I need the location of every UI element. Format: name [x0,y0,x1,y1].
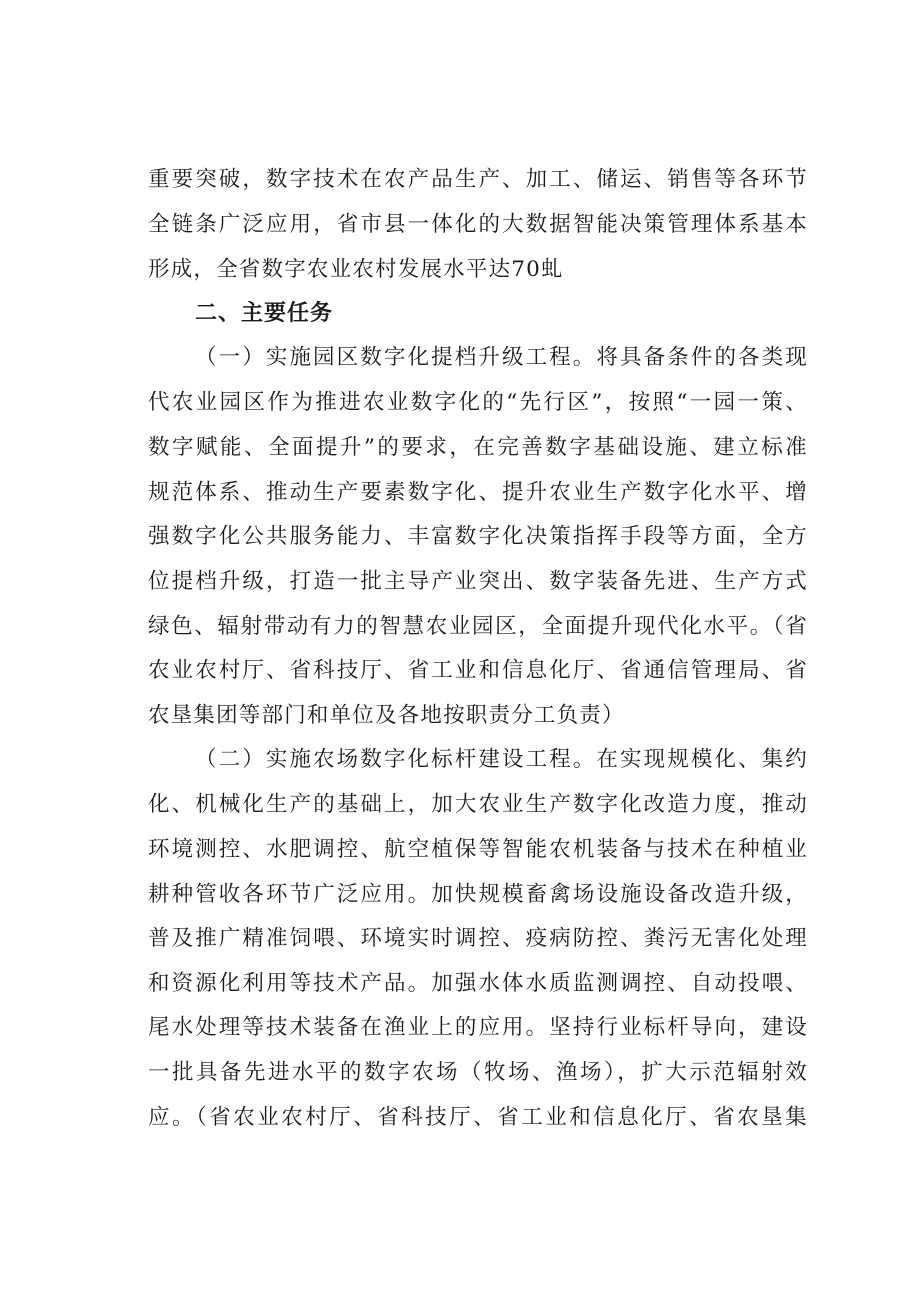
paragraph-1-line-5: 强数字化公共服务能力、丰富数字化决策指挥手段等方面，全方 [148,524,808,549]
paragraph-2-line-6: 和资源化利用等技术产品。加强水体水质监测调控、自动投喂、 [148,971,808,996]
section-heading: 二、主要任务 [195,301,334,326]
paragraph-1-line-6: 位提档升级，打造一批主导产业突出、数字装备先进、生产方式 [148,569,808,594]
paragraph-2-line-5: 普及推广精准饲喂、环境实时调控、疫病防控、粪污无害化处理 [148,926,808,951]
paragraph-1-line-7: 绿色、辐射带动有力的智慧农业园区，全面提升现代化水平。（省 [148,614,808,639]
paragraph-1-line-8: 农业农村厅、省科技厅、省工业和信息化厅、省通信管理局、省 [148,658,808,683]
paragraph-2-line-3: 环境测控、水肥调控、航空植保等智能农机装备与技术在种植业 [148,837,808,862]
paragraph-2-line-7: 尾水处理等技术装备在渔业上的应用。坚持行业标杆导向，建设 [148,1015,808,1040]
paragraph-2-line-1: （二）实施农场数字化标杆建设工程。在实现规模化、集约 [195,747,808,772]
paragraph-1-line-9: 农垦集团等部门和单位及各地按职责分工负责） [148,703,625,728]
paragraph-2-line-8: 一批具备先进水平的数字农场（牧场、渔场），扩大示范辐射效 [148,1060,808,1085]
paragraph-1-line-1: （一）实施园区数字化提档升级工程。将具备条件的各类现 [195,345,808,370]
paragraph-1-line-2: 代农业园区作为推进农业数字化的“先行区”，按照“一园一策、 [148,390,808,415]
intro-line-1: 重要突破，数字技术在农产品生产、加工、储运、销售等各环节 [148,167,808,192]
paragraph-2-line-9: 应。（省农业农村厅、省科技厅、省工业和信息化厅、省农垦集 [148,1105,808,1130]
intro-line-2: 全链条广泛应用，省市县一体化的大数据智能决策管理体系基本 [148,212,808,237]
paragraph-1-line-3: 数字赋能、全面提升”的要求，在完善数字基础设施、建立标准 [148,435,808,460]
paragraph-2-line-4: 耕种管收各环节广泛应用。加快规模畜禽场设施设备改造升级， [148,882,808,907]
paragraph-1-line-4: 规范体系、推动生产要素数字化、提升农业生产数字化水平、增 [148,480,808,505]
intro-line-3: 形成，全省数字农业农村发展水平达70虬 [148,257,564,282]
paragraph-2-line-2: 化、机械化生产的基础上，加大农业生产数字化改造力度，推动 [148,792,808,817]
